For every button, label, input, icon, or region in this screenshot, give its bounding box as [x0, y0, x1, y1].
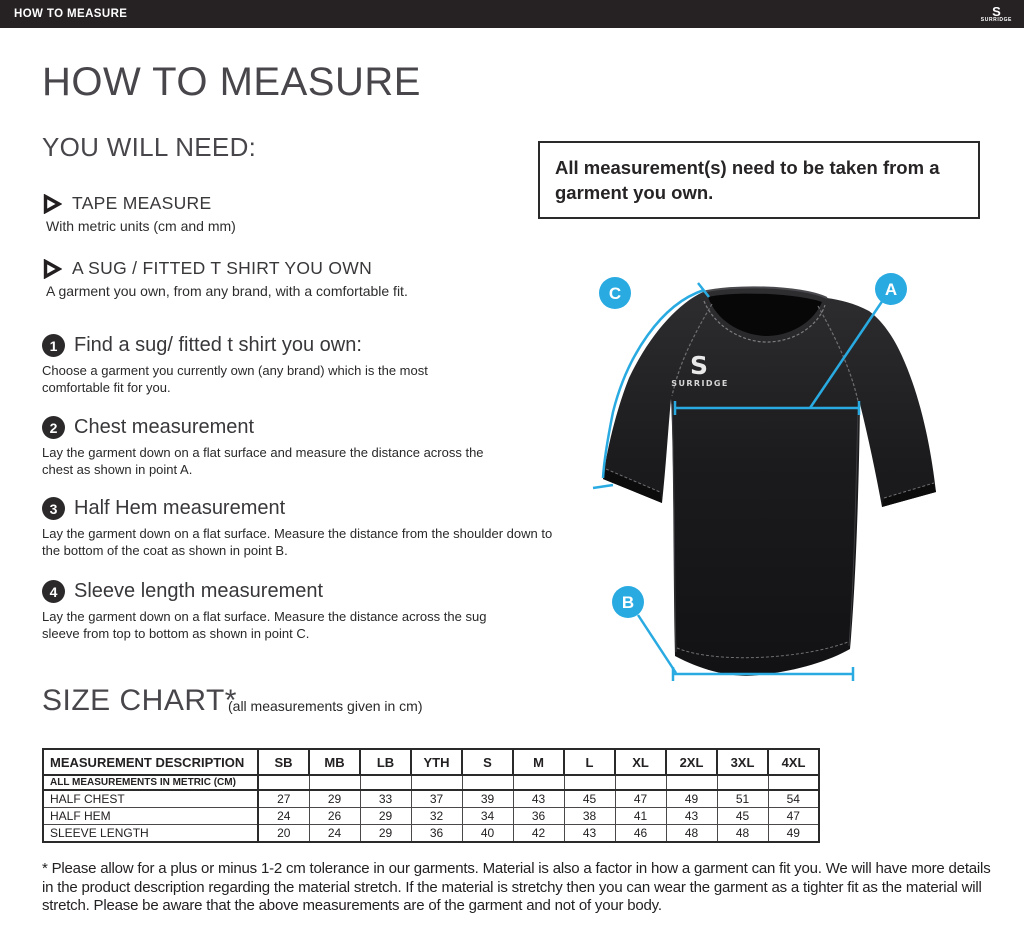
shirt-logo-s-icon: S	[689, 351, 709, 380]
step-title: Chest measurement	[74, 416, 255, 438]
step-title: Find a sug/ fitted t shirt you own:	[74, 334, 362, 356]
step-description: Lay the garment down on a flat surface. Measure the distance from the shoulder down to the bottom of the coat as shown in point B.	[42, 526, 553, 558]
empty-cell	[258, 775, 309, 790]
cell: 45	[564, 790, 615, 808]
need-item-description: With metric units (cm and mm)	[46, 218, 236, 234]
cell: 36	[411, 825, 462, 843]
need-item-title: A SUG / FITTED T SHIRT YOU OWN	[72, 258, 373, 278]
step-number-badge: 1	[42, 334, 65, 357]
empty-cell	[717, 775, 768, 790]
cell: 34	[462, 808, 513, 825]
cell: 45	[717, 808, 768, 825]
step-3	[42, 497, 557, 559]
empty-cell	[462, 775, 513, 790]
column-header: 4XL	[768, 749, 819, 775]
column-header: XL	[615, 749, 666, 775]
surridge-logo	[980, 3, 1012, 23]
cell: 46	[615, 825, 666, 843]
shirt-logo-text: SURRIDGE	[671, 379, 729, 388]
table-row-sleeve-length	[43, 825, 819, 843]
column-header: LB	[360, 749, 411, 775]
cell: 36	[513, 808, 564, 825]
marker-c-label: C	[608, 284, 622, 303]
cell: 42	[513, 825, 564, 843]
empty-cell	[360, 775, 411, 790]
row-label: HALF HEM	[43, 808, 258, 825]
empty-cell	[666, 775, 717, 790]
cell: 26	[309, 808, 360, 825]
cell: 32	[411, 808, 462, 825]
column-header: S	[462, 749, 513, 775]
size-chart-subheading: (all measurements given in cm)	[228, 698, 423, 714]
table-row-half-hem	[43, 808, 819, 825]
triangle-bullet-icon	[42, 259, 62, 279]
column-header: 3XL	[717, 749, 768, 775]
cell: 48	[666, 825, 717, 843]
note-line: garment you own.	[555, 182, 714, 203]
column-header: MB	[309, 749, 360, 775]
column-header: YTH	[411, 749, 462, 775]
step-description: Choose a garment you currently own (any brand) which is the most comfortable fit for you.	[42, 363, 428, 395]
step-title: Half Hem measurement	[74, 497, 286, 519]
column-header: L	[564, 749, 615, 775]
cell: 38	[564, 808, 615, 825]
empty-cell	[309, 775, 360, 790]
cell: 47	[768, 808, 819, 825]
table-row-half-chest	[43, 790, 819, 808]
cell: 33	[360, 790, 411, 808]
marker-b-label: B	[621, 593, 635, 612]
need-item-title: TAPE MEASURE	[72, 193, 212, 213]
you-will-need-heading: YOU WILL NEED:	[42, 132, 257, 162]
step-description: Lay the garment down on a flat surface and measure the distance across the chest as shown in point A.	[42, 445, 484, 477]
step-description: Lay the garment down on a flat surface. Measure the distance across the sug sleeve from top to bottom as shown in point C.	[42, 609, 487, 641]
cell: 43	[666, 808, 717, 825]
step-title: Sleeve length measurement	[74, 580, 324, 602]
tolerance-footnote: * Please allow for a plus or minus 1-2 cm tolerance in our garments. Material is also a factor in how a garment can fit you. We will have more details in the product description regarding the material stretch. If the material is stretchy then you can wear the garment as a tighter fit as the material will stretch. Please be aware that the above measurements are of the garment and not of your body.	[42, 860, 991, 914]
empty-cell	[513, 775, 564, 790]
step-1	[42, 334, 482, 396]
surridge-brand-name: SURRIDGE	[980, 16, 1012, 23]
empty-cell	[615, 775, 666, 790]
unit-label: ALL MEASUREMENTS IN METRIC (CM)	[43, 775, 258, 790]
column-header: SB	[258, 749, 309, 775]
shirt-diagram	[565, 252, 965, 692]
cell: 47	[615, 790, 666, 808]
unit-row	[43, 775, 819, 790]
cell: 27	[258, 790, 309, 808]
empty-cell	[564, 775, 615, 790]
measurement-note-box	[538, 141, 980, 219]
hem-leader-line	[638, 615, 676, 673]
cell: 54	[768, 790, 819, 808]
sleeve-tick-bottom	[593, 485, 613, 488]
size-chart-heading: SIZE CHART*	[42, 684, 237, 717]
top-bar	[0, 0, 1024, 28]
step-number-badge: 3	[42, 497, 65, 520]
empty-cell	[411, 775, 462, 790]
note-line: All measurement(s) need to be taken from a	[555, 157, 940, 178]
cell: 48	[717, 825, 768, 843]
size-chart-table	[42, 748, 820, 843]
table-header-row	[43, 749, 819, 775]
cell: 49	[768, 825, 819, 843]
cell: 39	[462, 790, 513, 808]
triangle-bullet-icon	[42, 194, 62, 214]
shirt-illustration	[603, 287, 936, 675]
step-number-badge: 2	[42, 416, 65, 439]
column-header: M	[513, 749, 564, 775]
need-item-fitted-shirt	[42, 258, 408, 299]
cell: 37	[411, 790, 462, 808]
surridge-s-icon: S	[992, 3, 1001, 19]
step-4	[42, 580, 512, 642]
cell: 43	[564, 825, 615, 843]
need-item-description: A garment you own, from any brand, with a comfortable fit.	[46, 283, 408, 299]
cell: 24	[258, 808, 309, 825]
row-label: SLEEVE LENGTH	[43, 825, 258, 843]
row-label: HALF CHEST	[43, 790, 258, 808]
topbar-title: HOW TO MEASURE	[14, 8, 128, 20]
cell: 49	[666, 790, 717, 808]
cell: 40	[462, 825, 513, 843]
cell: 43	[513, 790, 564, 808]
step-number-badge: 4	[42, 580, 65, 603]
cell: 29	[309, 790, 360, 808]
marker-a-label: A	[884, 280, 898, 299]
cell: 41	[615, 808, 666, 825]
cell: 29	[360, 825, 411, 843]
empty-cell	[768, 775, 819, 790]
need-item-tape-measure	[42, 193, 236, 234]
step-2	[42, 416, 512, 478]
cell: 29	[360, 808, 411, 825]
page-title: HOW TO MEASURE	[42, 60, 421, 104]
cell: 24	[309, 825, 360, 843]
column-header: MEASUREMENT DESCRIPTION	[43, 749, 258, 775]
column-header: 2XL	[666, 749, 717, 775]
cell: 51	[717, 790, 768, 808]
cell: 20	[258, 825, 309, 843]
